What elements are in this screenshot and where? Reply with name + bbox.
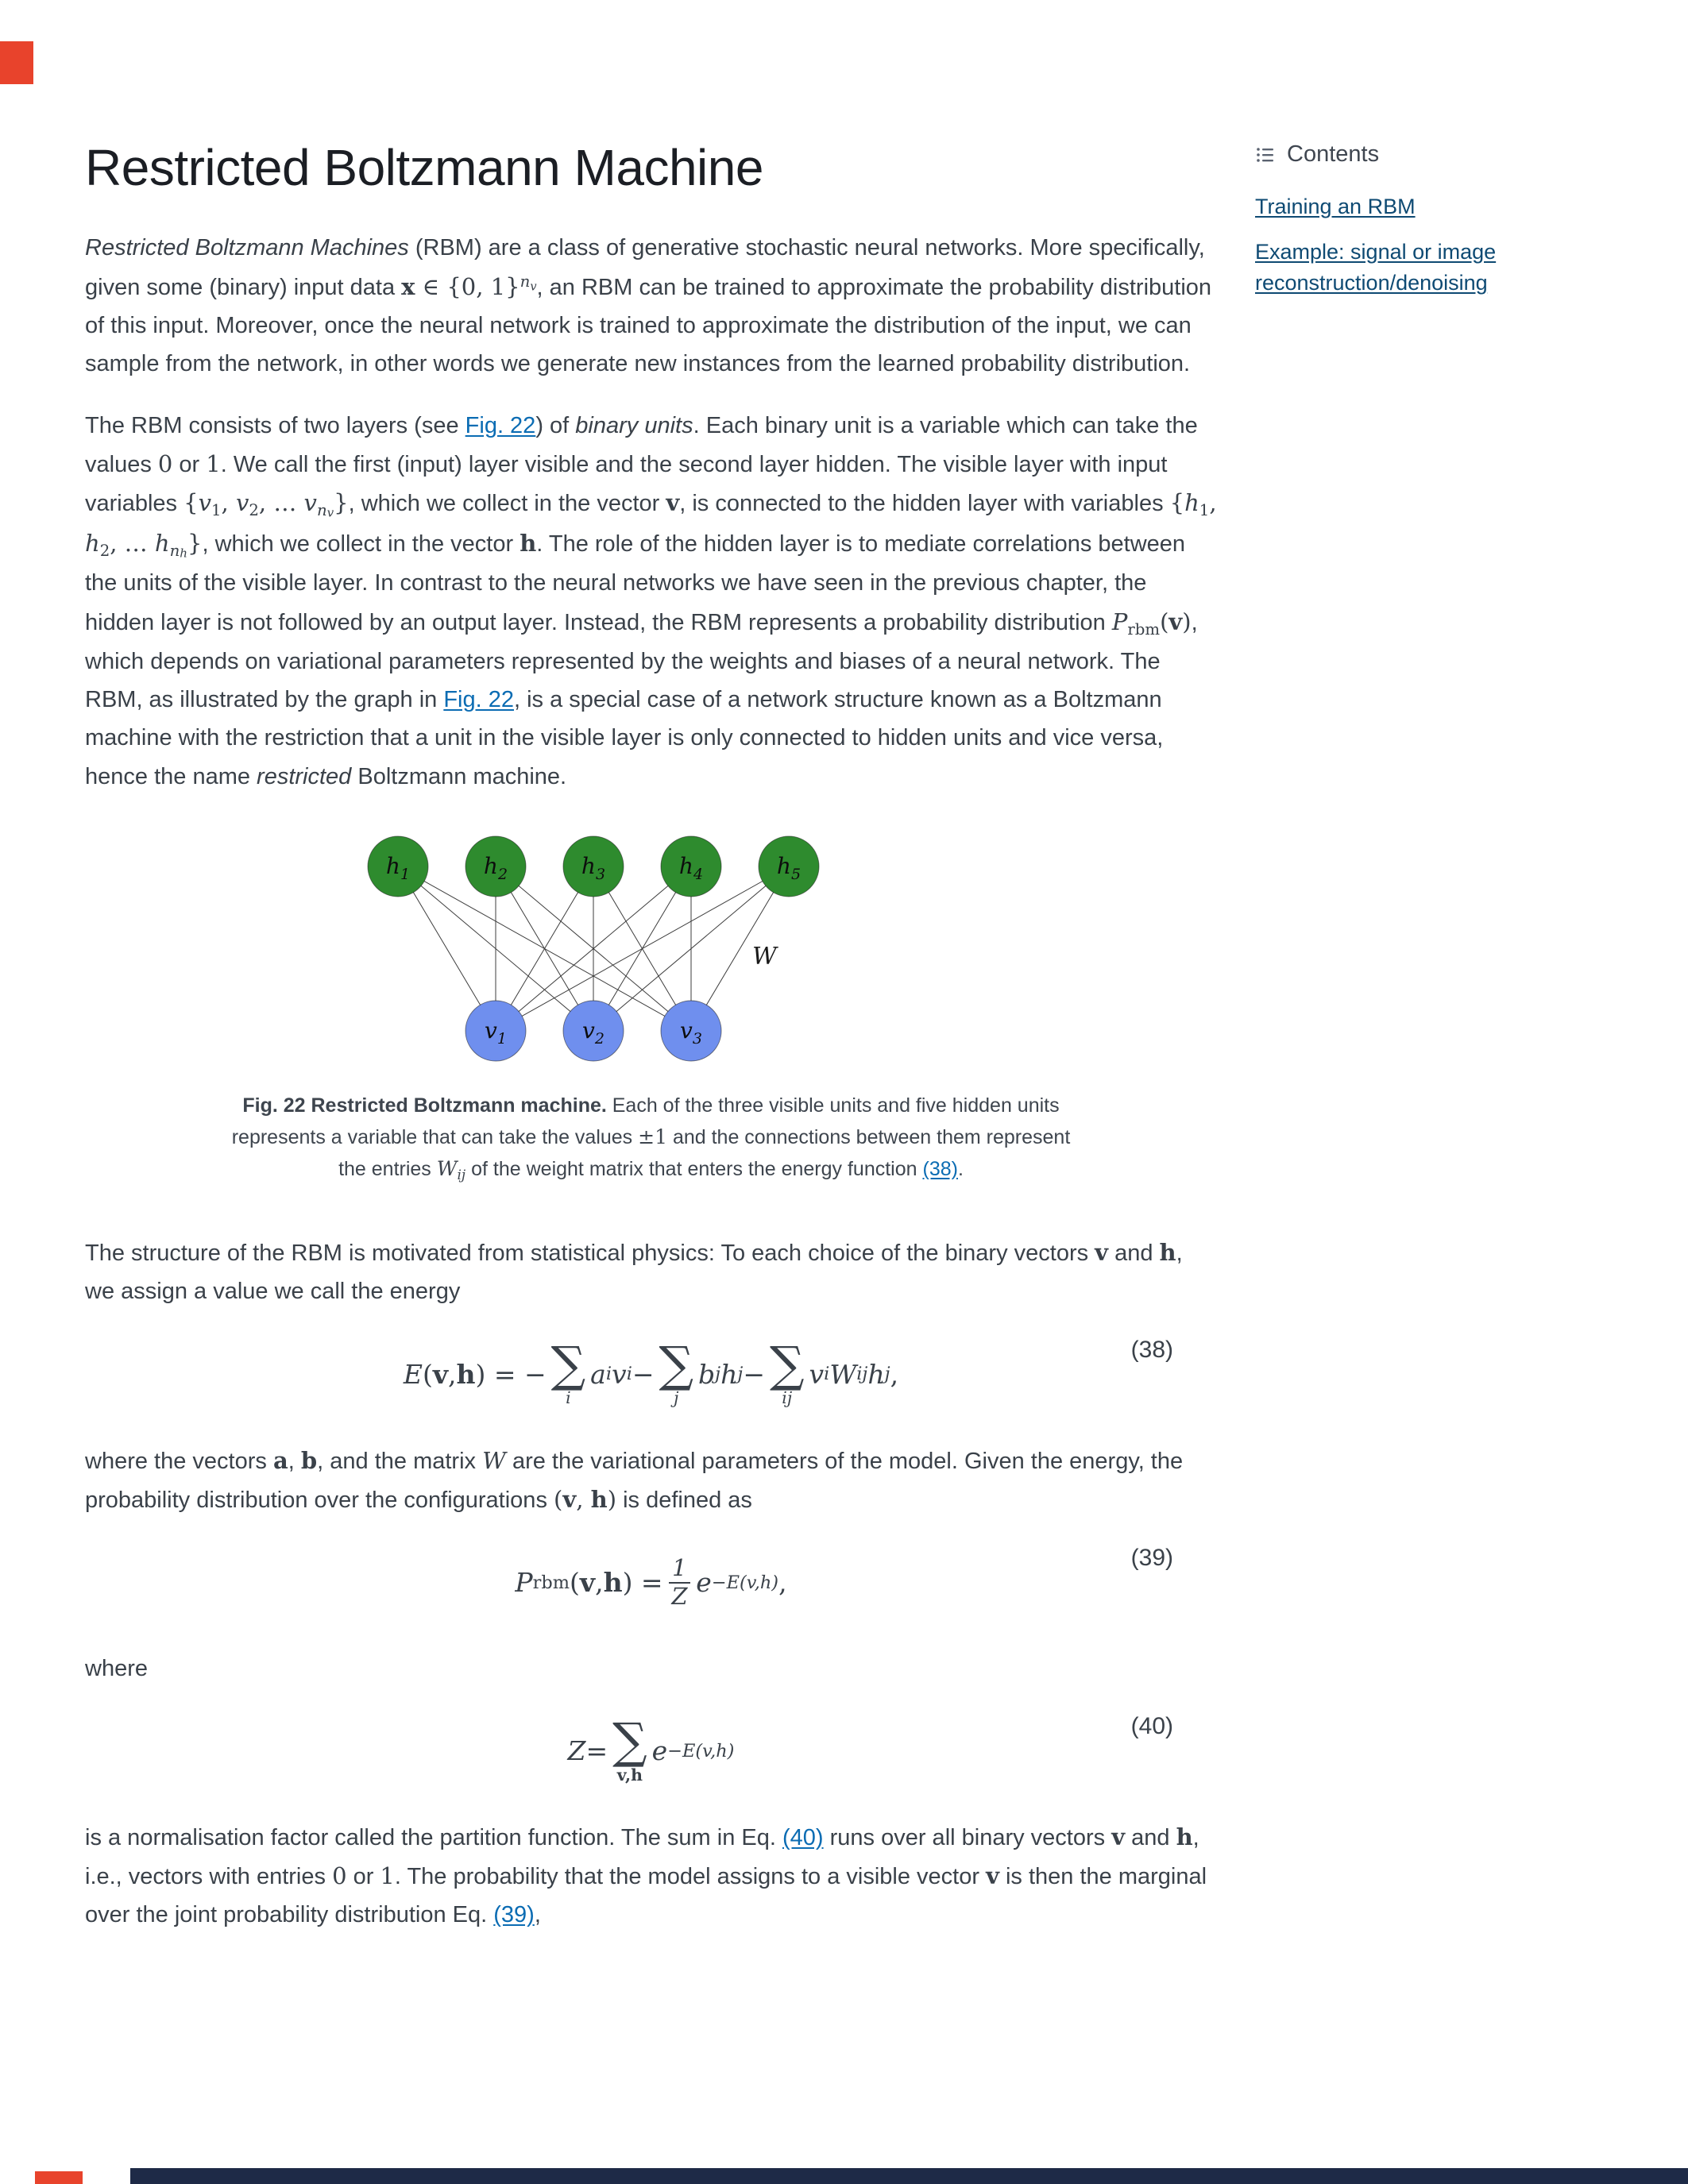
text-run: is defined as: [616, 1487, 752, 1513]
text-run: ij: [856, 1364, 868, 1385]
text-run: −: [632, 1358, 655, 1390]
text-run: 2: [99, 541, 110, 560]
summation: ∑ ij: [769, 1337, 805, 1408]
summation: ∑ i: [550, 1337, 586, 1408]
text-run: (: [554, 1485, 563, 1513]
text-run: h: [1159, 1239, 1176, 1267]
text-run: . The probability that the model assigns to a visible vector: [394, 1864, 987, 1889]
text-run: v: [666, 489, 680, 517]
text-run: 1: [380, 1862, 395, 1889]
rbm-network-diagram: [363, 831, 824, 1066]
text-run: (: [422, 1358, 433, 1390]
main-content: [85, 140, 1217, 1958]
text-run: , we assign a value we call the energy: [85, 1241, 1183, 1305]
equation-40-body: [567, 1713, 735, 1785]
hidden-node-label: $h_1$: [385, 852, 411, 883]
text-run: h: [520, 529, 537, 557]
text-run: where the vectors: [85, 1448, 273, 1474]
text-run: ∈ {0, 1}: [415, 272, 520, 300]
text-run: ,: [288, 1448, 301, 1474]
visible-node-label: $v_1$: [485, 1017, 507, 1048]
text-run: , which depends on variational parameters represented by the weights and biases of a neural network. The RBM, as illustrated by the graph in: [85, 609, 1198, 713]
text-run: Restricted Boltzmann Machines: [85, 235, 409, 261]
text-run: , …: [110, 529, 155, 557]
text-run: i: [824, 1364, 830, 1385]
text-run: where: [85, 1655, 148, 1681]
text-run: or: [346, 1864, 380, 1889]
text-run: W: [829, 1358, 857, 1390]
text-run: , is connected to the hidden layer with variables: [679, 491, 1170, 517]
rbm-layers-paragraph: [85, 407, 1217, 796]
hidden-node-label: $h_3$: [581, 852, 606, 883]
text-run: −: [743, 1358, 765, 1390]
text-run: i: [605, 1364, 612, 1385]
text-run: n: [520, 272, 531, 291]
equation-39-number: (39): [1130, 1544, 1173, 1571]
text-run: 0: [332, 1862, 347, 1889]
equation-39-body: [515, 1555, 786, 1610]
weight-matrix-label: W: [752, 942, 777, 970]
equation-40-number: (40): [1130, 1712, 1173, 1739]
inline-link[interactable]: (40): [782, 1824, 824, 1850]
fraction: $\frac{1}{Z}$: [669, 1555, 690, 1610]
text-run: restricted: [257, 763, 352, 789]
text-run: b: [300, 1446, 318, 1474]
summation: ∑ j: [659, 1337, 694, 1408]
text-run: n: [169, 541, 180, 560]
text-run: and: [1108, 1241, 1160, 1267]
hidden-node-label: $h_2$: [483, 852, 508, 883]
text-run: rbm: [1127, 619, 1161, 639]
visible-layer: [465, 1001, 721, 1061]
visible-node-label: $v_2$: [582, 1017, 605, 1048]
inline-link[interactable]: (38): [922, 1157, 958, 1180]
inline-link[interactable]: Fig. 22: [465, 412, 536, 438]
text-run: b: [698, 1358, 716, 1390]
text-run: , is a special case of a network structure known as a Boltzmann machine with the restriction that a unit in the visible layer is only connected to hidden units and vice versa, hence the name: [85, 687, 1164, 789]
hidden-node-label: $h_4$: [678, 852, 704, 883]
text-run: i: [626, 1364, 632, 1385]
inline-link[interactable]: (39): [493, 1902, 535, 1928]
intro-paragraph: [85, 229, 1217, 383]
text-run: j: [715, 1364, 721, 1385]
text-run: Each of the three visible units and five hidden units represents a variable that can take the values: [231, 1094, 1060, 1148]
text-run: Z: [567, 1735, 586, 1767]
text-run: is a normalisation factor called the partition function. The sum in Eq.: [85, 1824, 782, 1850]
text-run: , and the matrix: [317, 1448, 483, 1474]
parameters-paragraph: [85, 1441, 1217, 1519]
text-run: v: [562, 1485, 577, 1513]
contents-header: [1255, 141, 1597, 168]
text-run: of the weight matrix that enters the energy function: [465, 1157, 923, 1180]
text-run: v: [530, 280, 537, 294]
text-run: h: [154, 529, 170, 557]
equation-38: [85, 1335, 1217, 1414]
text-run: rbm: [532, 1572, 570, 1593]
text-run: j: [884, 1364, 890, 1385]
equation-38-number: (38): [1130, 1336, 1173, 1363]
text-run: 1: [1199, 501, 1210, 520]
text-run: {: [1169, 489, 1185, 517]
where-paragraph: [85, 1650, 1217, 1688]
text-run: 1: [211, 501, 222, 520]
text-run: v: [432, 1358, 449, 1390]
toc-link-example-reconstruction[interactable]: Example: signal or image reconstruction/denoising: [1255, 240, 1497, 295]
partition-function-paragraph: [85, 1818, 1217, 1934]
text-run: Boltzmann machine.: [351, 763, 567, 789]
text-run: . Each binary unit is a variable which can take the values: [85, 412, 1198, 478]
text-run: runs over all binary vectors: [823, 1824, 1112, 1850]
summation: ∑ v,h: [612, 1713, 647, 1785]
text-run: P: [1111, 608, 1128, 635]
text-run: ,: [778, 1567, 787, 1599]
inline-link[interactable]: Fig. 22: [443, 687, 514, 713]
text-run: ,: [890, 1358, 899, 1390]
text-run: P: [515, 1567, 533, 1599]
text-run: The structure of the RBM is motivated from statistical physics: To each choice of the binary vectors: [85, 1241, 1095, 1267]
text-run: .: [957, 1157, 964, 1180]
contents-list-icon: [1255, 145, 1276, 165]
text-run: v: [326, 505, 334, 520]
text-run: h: [1176, 1823, 1193, 1850]
text-run: x: [401, 272, 415, 300]
text-run: ±1: [638, 1125, 667, 1148]
text-run: v: [986, 1862, 999, 1889]
text-run: ) =: [622, 1567, 663, 1599]
text-run: (: [1160, 608, 1169, 635]
toc-link-training-an-rbm[interactable]: Training an RBM: [1255, 195, 1416, 218]
text-run: }: [334, 489, 349, 517]
text-run: h: [1184, 489, 1199, 517]
text-run: ): [1182, 608, 1192, 635]
text-run: , which we collect in the vector: [202, 531, 520, 557]
text-run: ,: [534, 1902, 541, 1928]
text-run: a: [590, 1358, 606, 1390]
hidden-node-label: $h_5$: [776, 852, 802, 883]
text-run: , …: [258, 489, 304, 517]
text-run: . The role of the hidden layer is to mediate correlations between the units of the visible layer. In contrast to the neural networks we have seen in the previous chapter, the hidden layer is not followed by an output layer. Instead, the RBM represents a probability distribution: [85, 531, 1186, 635]
text-run: 1: [206, 450, 221, 478]
text-run: 2: [249, 501, 259, 520]
text-run: ij: [457, 1167, 466, 1183]
text-run: }: [187, 529, 203, 557]
text-run: ) of: [535, 412, 576, 438]
text-run: a: [272, 1446, 288, 1474]
text-run: , an RBM can be trained to approximate the probability distribution of this input. Moreover, once the neural network is trained to approximate the distribution of the input, we can sample from the network, in other words we generate new instances from the learned probability distribution.: [85, 274, 1212, 376]
footer-navy-bar: [130, 2168, 1688, 2184]
visible-node-label: $v_3$: [680, 1017, 702, 1048]
text-run: , i.e., vectors with entries: [85, 1824, 1199, 1889]
text-run: h: [603, 1567, 623, 1599]
text-run: −E(v,h): [711, 1572, 779, 1593]
text-run: h: [456, 1358, 476, 1390]
contents-header-label: Contents: [1287, 141, 1380, 167]
text-run: , which we collect in the vector: [348, 491, 666, 517]
text-run: v: [198, 489, 211, 517]
text-run: h: [867, 1358, 885, 1390]
text-run: v: [809, 1358, 825, 1390]
text-run: v: [1095, 1239, 1109, 1267]
rbm-figure: [363, 831, 824, 1070]
text-run: ,: [221, 489, 236, 517]
text-run: 0: [157, 450, 173, 478]
equation-40: [85, 1711, 1217, 1791]
top-left-red-fragment: [0, 41, 33, 84]
text-run: Fig. 22 Restricted Boltzmann machine.: [242, 1094, 607, 1117]
text-run: h: [720, 1358, 738, 1390]
text-run: v: [303, 489, 317, 517]
energy-intro-paragraph: [85, 1233, 1217, 1310]
text-run: or: [172, 452, 207, 478]
text-run: e: [696, 1567, 712, 1599]
text-run: v: [579, 1567, 596, 1599]
text-run: e: [651, 1735, 668, 1767]
text-run: h: [85, 529, 100, 557]
text-run: The RBM consists of two layers (see: [85, 412, 465, 438]
text-run: h: [180, 546, 187, 561]
equation-39: [85, 1543, 1217, 1623]
text-run: {: [183, 489, 199, 517]
text-run: −E(v,h): [667, 1740, 735, 1761]
text-run: W: [482, 1446, 506, 1474]
contents-sidebar: [1255, 141, 1597, 313]
text-run: ,: [576, 1485, 591, 1513]
text-run: ) = −: [475, 1358, 547, 1390]
text-run: E: [403, 1358, 423, 1390]
text-run: is then the marginal over the joint probability distribution Eq.: [85, 1864, 1207, 1928]
text-run: ,: [595, 1567, 604, 1599]
text-run: h: [590, 1485, 608, 1513]
text-run: and the connections between them represent the entries: [338, 1125, 1071, 1180]
text-run: are the variational parameters of the model. Given the energy, the probability distribution over the configurations: [85, 1448, 1184, 1513]
text-run: and: [1125, 1824, 1176, 1850]
equation-38-body: [403, 1337, 899, 1408]
text-run: n: [316, 501, 327, 520]
text-run: binary units: [575, 412, 693, 438]
text-run: v: [235, 489, 249, 517]
text-run: v: [1111, 1823, 1126, 1850]
text-run: j: [737, 1364, 744, 1385]
text-run: ,: [448, 1358, 457, 1390]
text-run: ): [607, 1485, 617, 1513]
text-run: ,: [1209, 489, 1217, 517]
text-run: . We call the first (input) layer visible and the second layer hidden. The visible layer with input variables: [85, 452, 1168, 517]
text-run: =: [585, 1735, 608, 1767]
text-run: (: [570, 1567, 580, 1599]
text-run: v: [1168, 608, 1183, 635]
figure-caption: [222, 1090, 1080, 1187]
text-run: (RBM) are a class of generative stochastic neural networks. More specifically, given some (binary) input data: [85, 235, 1205, 300]
text-run: v: [612, 1358, 627, 1390]
footer-red-fragment: [35, 2171, 83, 2184]
text-run: W: [436, 1156, 458, 1180]
page-title: Restricted Boltzmann Machine: [85, 139, 763, 196]
